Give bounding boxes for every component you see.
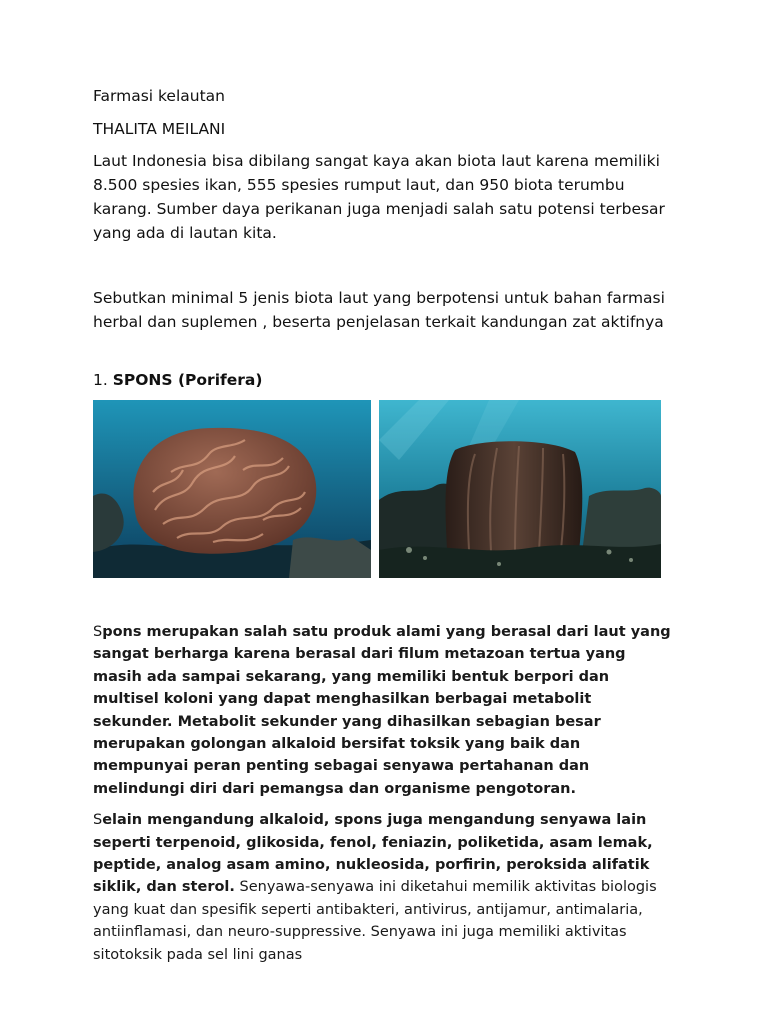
document-title: Farmasi kelautan [93, 87, 225, 105]
section-paragraph-2 [93, 809, 673, 966]
para2-drop-letter: S [93, 812, 103, 829]
para2-text-2: Senyawa-senyawa ini diketahui memilik aktivitas biologis yang kuat dan spesifik seperti antibakteri, antivirus, antijamur, antimalaria, antiinflamasi, dan neuro-suppressive. [93, 879, 657, 941]
para1-text: pons merupakan salah satu produk alami yang berasal dari laut yang sangat berharga karena berasal dari filum metazoan tertua yang masih ada sampai sekarang, yang memiliki bentuk berpori dan multisel koloni yang dapat menghasilkan berbagai metabolit sekunder. Metabolit sekunder yang dihasilkan sebagian besar merupakan golongan alkaloid bersifat toksik yang baik dan mempunyai peran penting sebagai senyawa pertahanan dan melindungi diri dari pemangsa dan organisme pengotoran. [93, 624, 671, 797]
brain-sponge-illustration [93, 400, 371, 578]
section-heading [93, 368, 673, 392]
intro-paragraph: Laut Indonesia bisa dibilang sangat kaya akan biota laut karena memiliki 8.500 spesies ikan, 555 spesies rumput laut, dan 950 biota terumbu karang. Sumber daya perikanan juga menjadi salah satu potensi terbesar yang ada di lautan kita. [93, 152, 665, 242]
section-number: 1. [93, 371, 108, 389]
section-title: SPONS (Porifera) [112, 371, 263, 389]
para1-drop-letter: S [93, 624, 103, 640]
barrel-sponge-illustration [379, 400, 661, 578]
sponge-photo-right [379, 400, 661, 578]
author-name: THALITA MEILANI [93, 120, 226, 138]
sponge-photo-left [93, 400, 371, 578]
para2-text-3: Senyawa ini juga memiliki aktivitas sitotoksik pada sel lini ganas [93, 924, 627, 963]
sponge-photos [93, 400, 661, 578]
section-paragraph-1 [93, 621, 673, 800]
document-page [93, 84, 673, 966]
question-paragraph: Sebutkan minimal 5 jenis biota laut yang berpotensi untuk bahan farmasi herbal dan suplemen , beserta penjelasan terkait kandungan zat aktifnya [93, 289, 665, 331]
para2-text-1: elain mengandung alkaloid, spons juga mengandung senyawa lain seperti terpenoid, glikosida, fenol, feniazin, poliketida, asam lemak, peptide, analog asam amino, nukleosida, porfirin, peroksida alifatik siklik, dan sterol. [93, 812, 653, 896]
